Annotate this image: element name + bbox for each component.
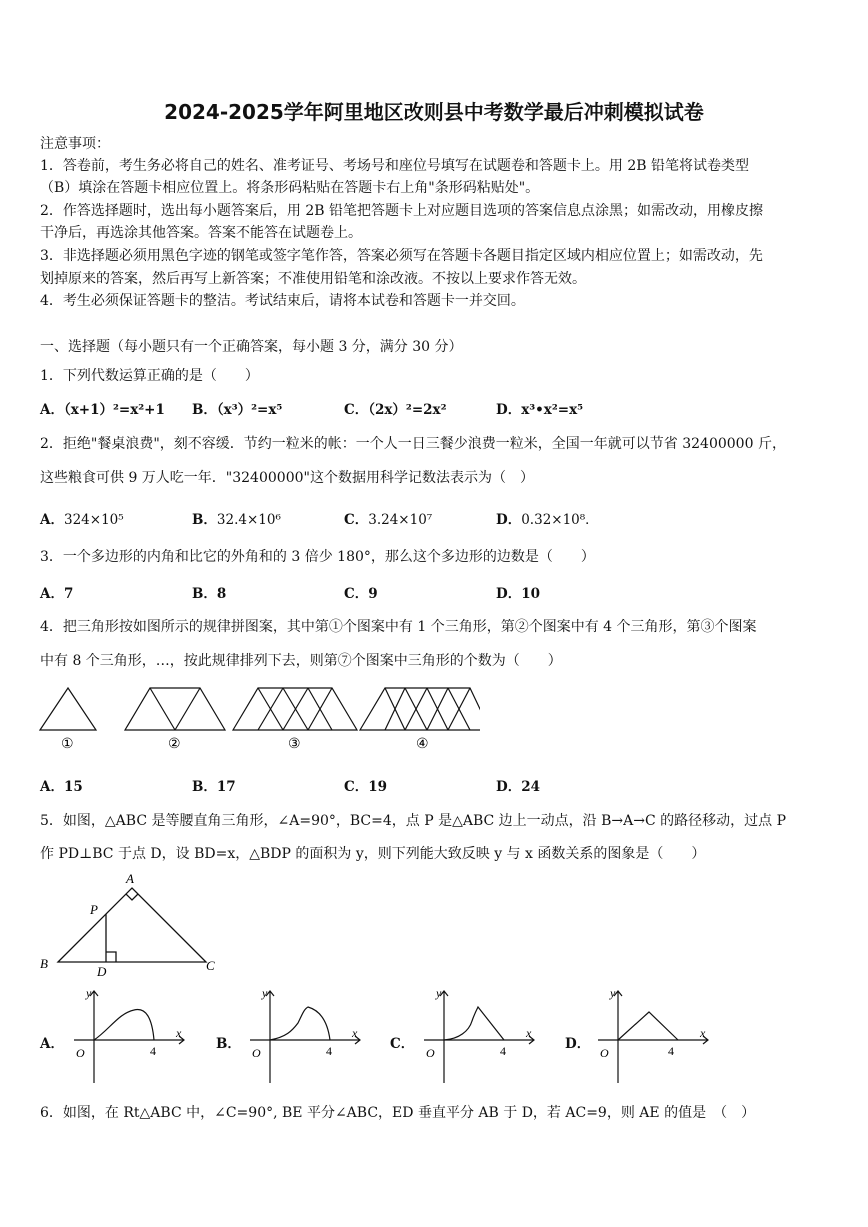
- q1-option-b: B．（x³）²=x⁵: [192, 402, 283, 418]
- q4-option-c: C．19: [344, 779, 388, 795]
- q1-option-d: D．x³•x²=x⁵: [496, 402, 584, 418]
- q2-option-d-value: 0.32×10⁸．: [521, 512, 599, 528]
- question-5-stem-cont: 作 PD⊥BC 于点 D，设 BD=x，△BDP 的面积为 y，则下列能大致反映 y 与 x 函数关系的图象是（ ）: [40, 846, 706, 862]
- q1-option-c: C．（2x）²=2x²: [344, 402, 447, 418]
- notice-line: （B）填涂在答题卡相应位置上。将条形码粘贴在答题卡右上角"条形码粘贴处"。: [40, 180, 540, 196]
- question-5-stem: 5．如图，△ABC 是等腰直角三角形，∠A=90°，BC=4，点 P 是△ABC 边上一动点，沿 B→A→C 的路径移动，过点 P: [40, 813, 787, 829]
- notice-line: 干净后，再选涂其他答案。答案不能答在试题卷上。: [40, 225, 362, 241]
- q5-graph-c: [414, 985, 544, 1085]
- q2-option-a-value: 324×10⁵: [63, 512, 124, 528]
- graph-a-tick-4: 4: [150, 1044, 156, 1058]
- graph-c-x-label: x: [526, 1026, 532, 1040]
- pattern-1-triangle: [40, 688, 96, 730]
- q3-option-c: C．9: [344, 586, 378, 602]
- q2-option-b-label: B．: [192, 512, 217, 528]
- graph-b-x-label: x: [352, 1026, 358, 1040]
- q3-option-b: B．8: [192, 586, 227, 602]
- q2-option-a-label: A．: [40, 512, 64, 528]
- question-4-stem: 4．把三角形按如图所示的规律拼图案，其中第①个图案中有 1 个三角形，第②个图案中有 4 个三角形，第③个图案: [40, 619, 757, 635]
- graph-b-tick-4: 4: [326, 1044, 332, 1058]
- pattern-4-shape: [360, 688, 480, 730]
- graph-d-origin: O: [600, 1046, 609, 1060]
- q5-option-d: D．: [565, 1036, 591, 1052]
- q5-graph-b: [240, 985, 370, 1085]
- vertex-b-label: B: [40, 956, 48, 971]
- q4-option-b: B．17: [192, 779, 236, 795]
- graph-c-origin: O: [426, 1046, 435, 1060]
- question-3-stem: 3．一个多边形的内角和比它的外角和的 3 倍少 180°，那么这个多边形的边数是（ ）: [40, 549, 595, 565]
- q2-option-c-value: 3.24×10⁷: [368, 512, 433, 528]
- q2-option-c-label: C．: [344, 512, 369, 528]
- graph-d-x-label: x: [700, 1026, 706, 1040]
- graph-d-tick-4: 4: [668, 1044, 674, 1058]
- q5-graph-a: [64, 985, 194, 1085]
- q3-option-a: A．7: [40, 586, 74, 602]
- q5-option-b: B．: [216, 1036, 241, 1052]
- notice-line: 2．作答选择题时，选出每小题答案后，用 2B 铅笔把答题卡上对应题目选项的答案信息点涂黑；如需改动，用橡皮擦: [40, 203, 763, 219]
- notice-heading: 注意事项：: [40, 136, 110, 152]
- notice-line: 4．考生必须保证答题卡的整洁。考试结束后，请将本试卷和答题卡一并交回。: [40, 293, 525, 309]
- section-heading: 一、选择题（每小题只有一个正确答案，每小题 3 分，满分 30 分）: [40, 339, 463, 355]
- q2-option-b-value: 32.4×10⁶: [216, 512, 281, 528]
- notice-line: 3．非选择题必须用黑色字迹的钢笔或签字笔作答，答案必须写在答题卡各题目指定区域内相应位置上；如需改动，先: [40, 248, 763, 264]
- graph-c-tick-4: 4: [500, 1044, 506, 1058]
- question-4-stem-cont: 中有 8 个三角形，…，按此规律排列下去，则第⑦个图案中三角形的个数为（ ）: [40, 653, 562, 669]
- q4-option-d: D．24: [496, 779, 540, 795]
- notice-line: 划掉原来的答案，然后再写上新答案；不准使用铅笔和涂改液。不按以上要求作答无效。: [40, 271, 586, 287]
- question-1-stem: 1．下列代数运算正确的是（ ）: [40, 368, 259, 384]
- q5-option-c: C．: [390, 1036, 415, 1052]
- vertex-c-label: C: [206, 958, 215, 973]
- q5-option-a: A．: [40, 1036, 64, 1052]
- question-6-stem: 6．如图，在 Rt△ABC 中，∠C=90°, BE 平分∠ABC，ED 垂直平分 AB 于 D，若 AC=9，则 AE 的值是 （ ）: [40, 1105, 756, 1121]
- q5-graph-d: [588, 985, 718, 1085]
- page-title: 2024-2025学年阿里地区改则县中考数学最后冲刺模拟试卷: [164, 100, 704, 124]
- graph-c-y-label: y: [436, 986, 442, 1000]
- question-2-stem-cont: 这些粮食可供 9 万人吃一年．"32400000"这个数据用科学记数法表示为（ ）: [40, 470, 534, 486]
- graph-b-y-label: y: [262, 986, 268, 1000]
- triangle-pattern-figure: [30, 680, 480, 755]
- pattern-label-4: ④: [416, 737, 429, 752]
- q4-option-a: A．15: [40, 779, 83, 795]
- graph-a-x-label: x: [176, 1026, 182, 1040]
- graph-d-y-label: y: [610, 986, 616, 1000]
- q1-option-a: A．（x+1）²=x²+1: [40, 402, 165, 418]
- point-d-label: D: [97, 964, 107, 978]
- pattern-label-1: ①: [61, 737, 74, 752]
- point-p-label: P: [90, 902, 98, 917]
- pattern-label-2: ②: [168, 737, 181, 752]
- graph-b-origin: O: [252, 1046, 261, 1060]
- vertex-a-label: A: [126, 871, 134, 886]
- notice-line: 1．答卷前，考生务必将自己的姓名、准考证号、考场号和座位号填写在试题卷和答题卡上。用 2B 铅笔将试卷类型: [40, 158, 749, 174]
- q3-option-d: D．10: [496, 586, 540, 602]
- pattern-label-3: ③: [288, 737, 301, 752]
- q2-option-d-label: D．: [496, 512, 522, 528]
- pattern-2-shape: [125, 688, 225, 730]
- graph-a-origin: O: [76, 1046, 85, 1060]
- right-isosceles-triangle-figure: [34, 868, 224, 978]
- question-2-stem: 2．拒绝"餐桌浪费"，刻不容缓．节约一粒米的帐：一个人一日三餐少浪费一粒米，全国一年就可以节省 32400000 斤，: [40, 436, 786, 452]
- graph-a-y-label: y: [86, 986, 92, 1000]
